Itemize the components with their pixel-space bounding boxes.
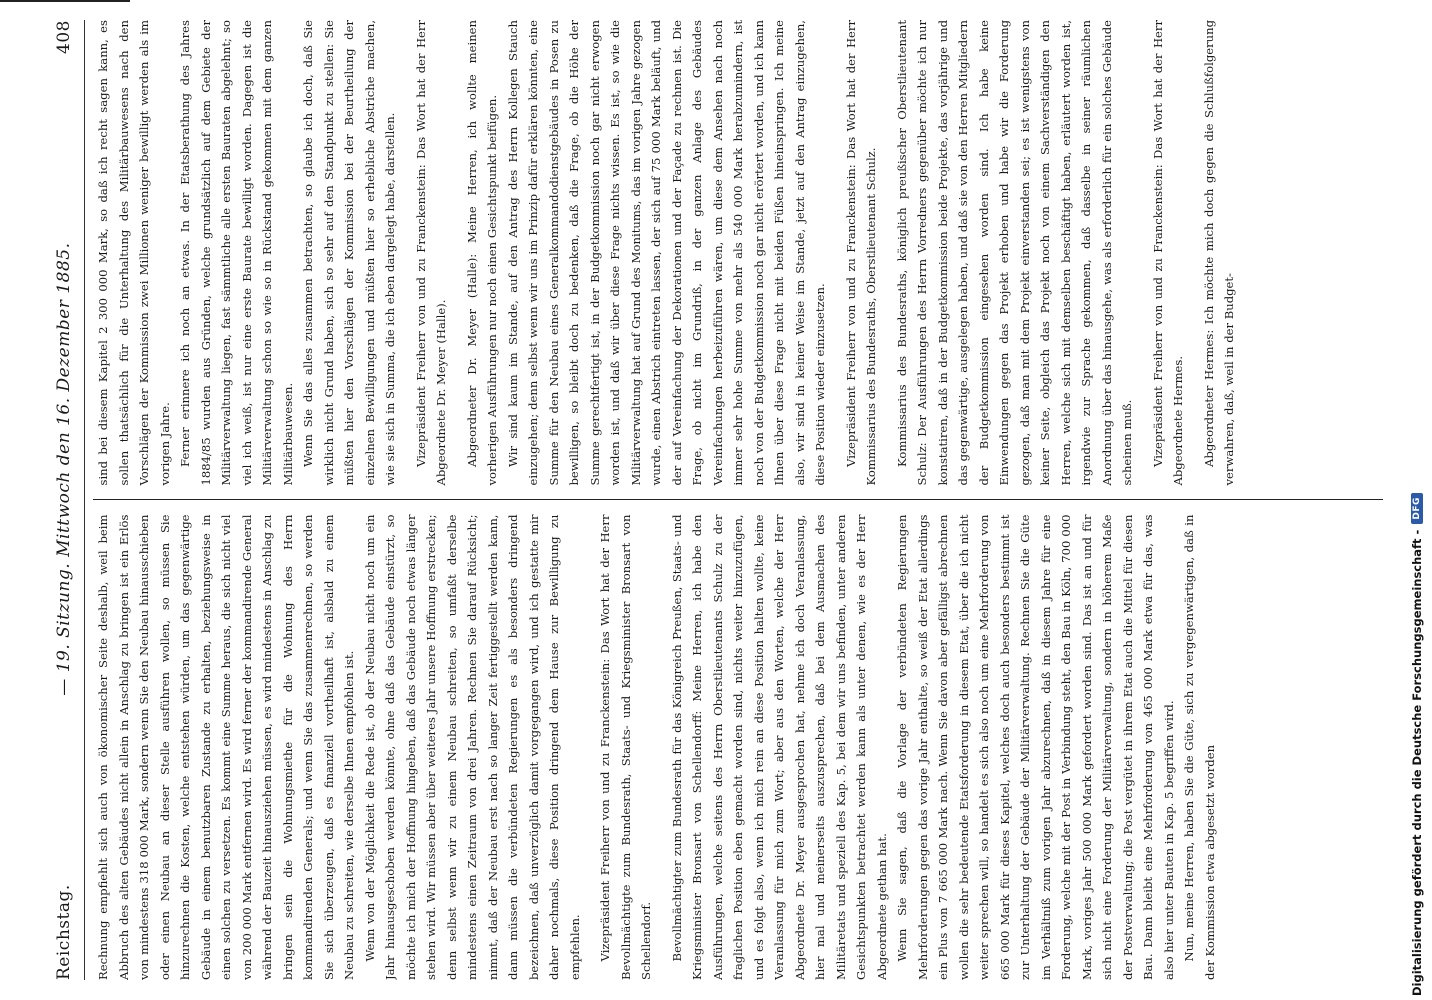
- paragraph: Wenn Sie das alles zusammen betrachten, so glaube ich doch, daß Sie wirklich nicht Grund haben, sich so sehr auf den Standpunkt zu stellen: Sie müßten hier den Vorschlägen der Kommission bei der Beurtheilung der einzelnen Bewilligungen und müßten hier so erhebliche Abstriche machen, wie sie sich in Summa, die ich eben dargelegt habe, darstellen.: [301, 20, 397, 486]
- column-left: [93, 500, 1383, 981]
- paragraph-speaker: Abgeordneter Dr. Meyer (Halle): Meine Herren, ich wollte meinen vorherigen Ausführungen nur noch einen Gesichtspunkt beifügen.: [464, 20, 499, 486]
- text-columns: [93, 20, 1383, 980]
- header-center: — 19. Sitzung. Mittwoch den 16. Dezember 1885.: [54, 242, 74, 696]
- paragraph: Wenn von der Möglichkeit die Rede ist, ob der Neubau nicht noch um ein Jahr hinausgeschoben werden könnte, ohne daß das Gebäude einstürzt, so möchte ich mich der Hoffnung hingeben, daß das Gebäude noch etwas länger stehen wird. Wir müssen aber über weiteres Jahr unsere Hoffnung erstrecken; denn selbst wenn wir zu einem Neubau schreiten, so umfaßt derselbe mindestens einen Zeitraum von drei Jahren. Rechnen Sie darauf Rücksicht; nimmt, daß der Neubau erst nach so langer Zeit fertiggestellt werden kann, dann müssen die verbündeten Regierungen es als besonders dringend bezeichnen, daß unverzüglich damit vorgegangen wird, und ich gestatte mir daher nochmals, diese Position dringend dem Hause zur Bewilligung zu empfehlen.: [362, 514, 582, 980]
- column-right: [93, 20, 1383, 500]
- paragraph: Ferner erinnere ich noch an etwas. In der Etatsberathung des Jahres 1884/85 wurden aus Gründen, welche grundsätzlich auf dem Gebiete der Militärverwaltung liegen, fast sämmtliche alle ersten Bauraten abgelehnt; so viel ich weiß, ist nur eine erste Baurate bewilligt worden. Dagegen ist die Militärverwaltung schon so wie so in Rückstand gekommen mit dem ganzen Militärbauwesen.: [178, 20, 295, 486]
- paragraph: sind bei diesem Kapitel 2 300 000 Mark, so daß ich recht sagen kann, es sollen thatsächlich für die Unterhaltung des Militärbauwesens nach den Vorschlägen der Kommission zwei Millionen weniger bewilligt werden als im vorigen Jahre.: [96, 20, 172, 486]
- dfg-logo: DFG: [1411, 493, 1423, 524]
- document-page: [40, 0, 1400, 1000]
- credit-text: Digitalisierung gefördert durch die Deutsche Forschungsgemeinschaft -: [1410, 529, 1424, 996]
- paragraph-speaker: Abgeordneter Hermes: Ich möchte mich doch gegen die Schlußfolgerung verwahren, daß, weil in der Budget-: [1201, 20, 1236, 486]
- digitization-credit: [1410, 6, 1424, 996]
- paragraph: Wenn Sie sagen, daß die Vorlage der verbündeten Regierungen Mehrforderungen gegen das vorige Jahr enthalte, so weiß der Etat allerdings ein Plus von 7 665 000 Mark nach. Wenn Sie davon aber gefälligst abrechnen wollen die sehr bedeutende Etatsforderung in diesem Etat, über die ich nicht weiter sprechen will, so handelt es sich also noch um eine Mehrforderung von 665 000 Mark für dieses Kapitel, welches doch auch besonders bestimmt ist zur Unterhaltung der Gebäude der Militärverwaltung. Rechnen Sie die Güte im Verhältniß zum vorigen Jahr abzurechnen, daß in diesem Jahre für eine Forderung, welche mit der Post in Verbindung steht, den Bau in Köln, 700 000 Mark, voriges Jahr 500 000 Mark gefordert worden sind. Das ist an und für sich nicht eine Forderung der Militärverwaltung, sondern in höherem Maße der Postverwaltung; die Post vergütet in ihrem Etat auch die Mittel für diesen Bau. Dann bleibt eine Mehrforderung von 465 000 Mark etwa für das, was also hier unter Bauten in Kap. 5 begriffen wird.: [895, 514, 1176, 980]
- paragraph-speaker: Kommissarius des Bundesraths, königlich preußischer Oberstlieutenant Schulz: Der Ausführungen des Herrn Vorredners gegenüber möchte ich nur konstatiren, daß in der Budgetkommission beide Projekte, das vorjährige und das gegenwärtige, ausgelegen haben, und daß sie von den Herren Mitgliedern der Budgetkommission eingesehen worden sind. Ich habe keine Einwendungen gegen das Projekt erhoben und habe wir die Forderung gezogen, daß man mit dem Projekt einverstanden sei; es ist wenigstens von keiner Seite, obgleich das Projekt noch von einem Sachverständigen den Herren, welche sich mit demselben beschäftigt haben, erläutert worden ist, irgendwie zur Sprache gekommen, daß dasselbe in seiner räumlichen Anordnung über das hinausgehe, was als erforderlich für ein solches Gebäude scheinen muß.: [894, 20, 1134, 486]
- paragraph-speaker: Bevollmächtigter zum Bundesrath für das Königreich Preußen, Staats- und Kriegsminister Bronsart von Schellendorff: Meine Herren, ich habe den Ausführungen, welche seitens des Herrn Oberstlieutenants Schulz zu der fraglichen Position eben gemacht worden sind, nichts weiter hinzuzufügen, und es folgt also, wenn ich mich rein an diese Position halten wollte, keine Veranlassung für mich zum Wort; aber aus den Worten, welche der Herr Abgeordnete Dr. Meyer ausgesprochen hat, nehme ich doch Veranlassung, hier mal und meinerseits auszusprechen, daß bei dem Ausmachen des Militäretats und speziell des Kap. 5, bei dem wir uns befinden, unter anderen Gesichtspunkten betrachtet werden kann als unter denen, wie es der Herr Abgeordnete gethan hat.: [669, 514, 889, 980]
- paragraph-speaker: Vizepräsident Freiherr von und zu Franckenstein: Das Wort hat der Herr Abgeordnete Dr. Meyer (Halle).: [413, 20, 448, 486]
- paragraph-speaker: Vizepräsident Freiherr von und zu Franckenstein: Das Wort hat der Herr Bevollmächtigte zum Bundesrath, Staats- und Kriegsminister Bronsart von Schellendorf.: [598, 514, 653, 980]
- page-number: 408: [54, 20, 74, 54]
- running-head: [54, 20, 85, 980]
- header-left: Reichstag.: [54, 884, 74, 980]
- paragraph: Wir sind kaum im Stande, auf den Antrag des Herrn Kollegen Stauch einzugehen; denn selbst wenn wir uns im Prinzip dafür erklären könnten, eine Summe für den Neubau eines Generalkommandodienstgebäudes in Posen zu bewilligen, so bleibt doch zu bedenken, daß die Frage, ob die Höhe der Summe gerechtfertigt ist, in der Budgetkommission noch gar nicht erwogen worden ist, und daß wir über diese Frage nichts wissen. Es ist, so wie die Militärverwaltung hat auf Grund des Monitums, das im vorigen Jahre gezogen wurde, einen Abstrich eintreten lassen, der sich auf 75 000 Mark beläuft, und der auf Vereinfachung der Dekorationen und der Façade zu rechnen ist. Die Frage, ob nicht im Grundriß, in der ganzen Anlage des Gebäudes Vereinfachungen herbeizuführen wären, um diese dem Ansehen nach noch immer sehr hohe Summe von mehr als 540 000 Mark herabzumindern, ist noch von der Budgetkommission noch gar nicht erörtert worden, und ich kann Ihnen über diese Frage nicht mit beiden Füßen hineinspringen. Ich meine also, wir sind in keiner Weise im Stande, jetzt auf den Antrag einzugehen, diese Position wieder einzusetzen.: [505, 20, 827, 486]
- paragraph: Nun, meine Herren, haben Sie die Güte, sich zu vergegenwärtigen, daß in der Kommission etwa abgesetzt worden: [1182, 514, 1217, 980]
- paragraph-speaker: Vizepräsident Freiherr von und zu Franckenstein: Das Wort hat der Herr Abgeordnete Hermes.: [1150, 20, 1185, 486]
- paragraph: Rechnung empfiehlt sich auch von ökonomischer Seite deshalb, weil beim Abbruch des alten Gebäudes nicht allein in Anschlag zu bringen ist ein Erlös von mindestens 318 000 Mark, sondern wenn Sie den Neubau hinausschieben oder einen Neubau an dieser Stelle ausführen wollen, so müssen Sie hinzurechnen die Kosten, welche entstehen würden, um das gegenwärtige Gebäude in einem benutzbaren Zustande zu erhalten, beziehungsweise in einen solchen zu versetzen. Es kommt eine Summe heraus, die sich nicht viel von 200 000 Mark entfernen wird. Es wird ferner der kommandirende General während der Bauzeit hinausziehen müssen, es wird mindestens in Anschlag zu bringen sein die Wohnungsmiethe für die Wohnung des Herrn kommandirenden Generals; und wenn Sie das zusammenrechnen, so werden Sie sich überzeugen, daß es finanziell vortheilhaft ist, alsbald zu einem Neubau zu schreiten, wie derselbe Ihnen empfohlen ist.: [96, 514, 356, 980]
- paragraph-speaker: Vizepräsident Freiherr von und zu Franckenstein: Das Wort hat der Herr Kommissarius des Bundesraths, Oberstlieutenant Schulz.: [843, 20, 878, 486]
